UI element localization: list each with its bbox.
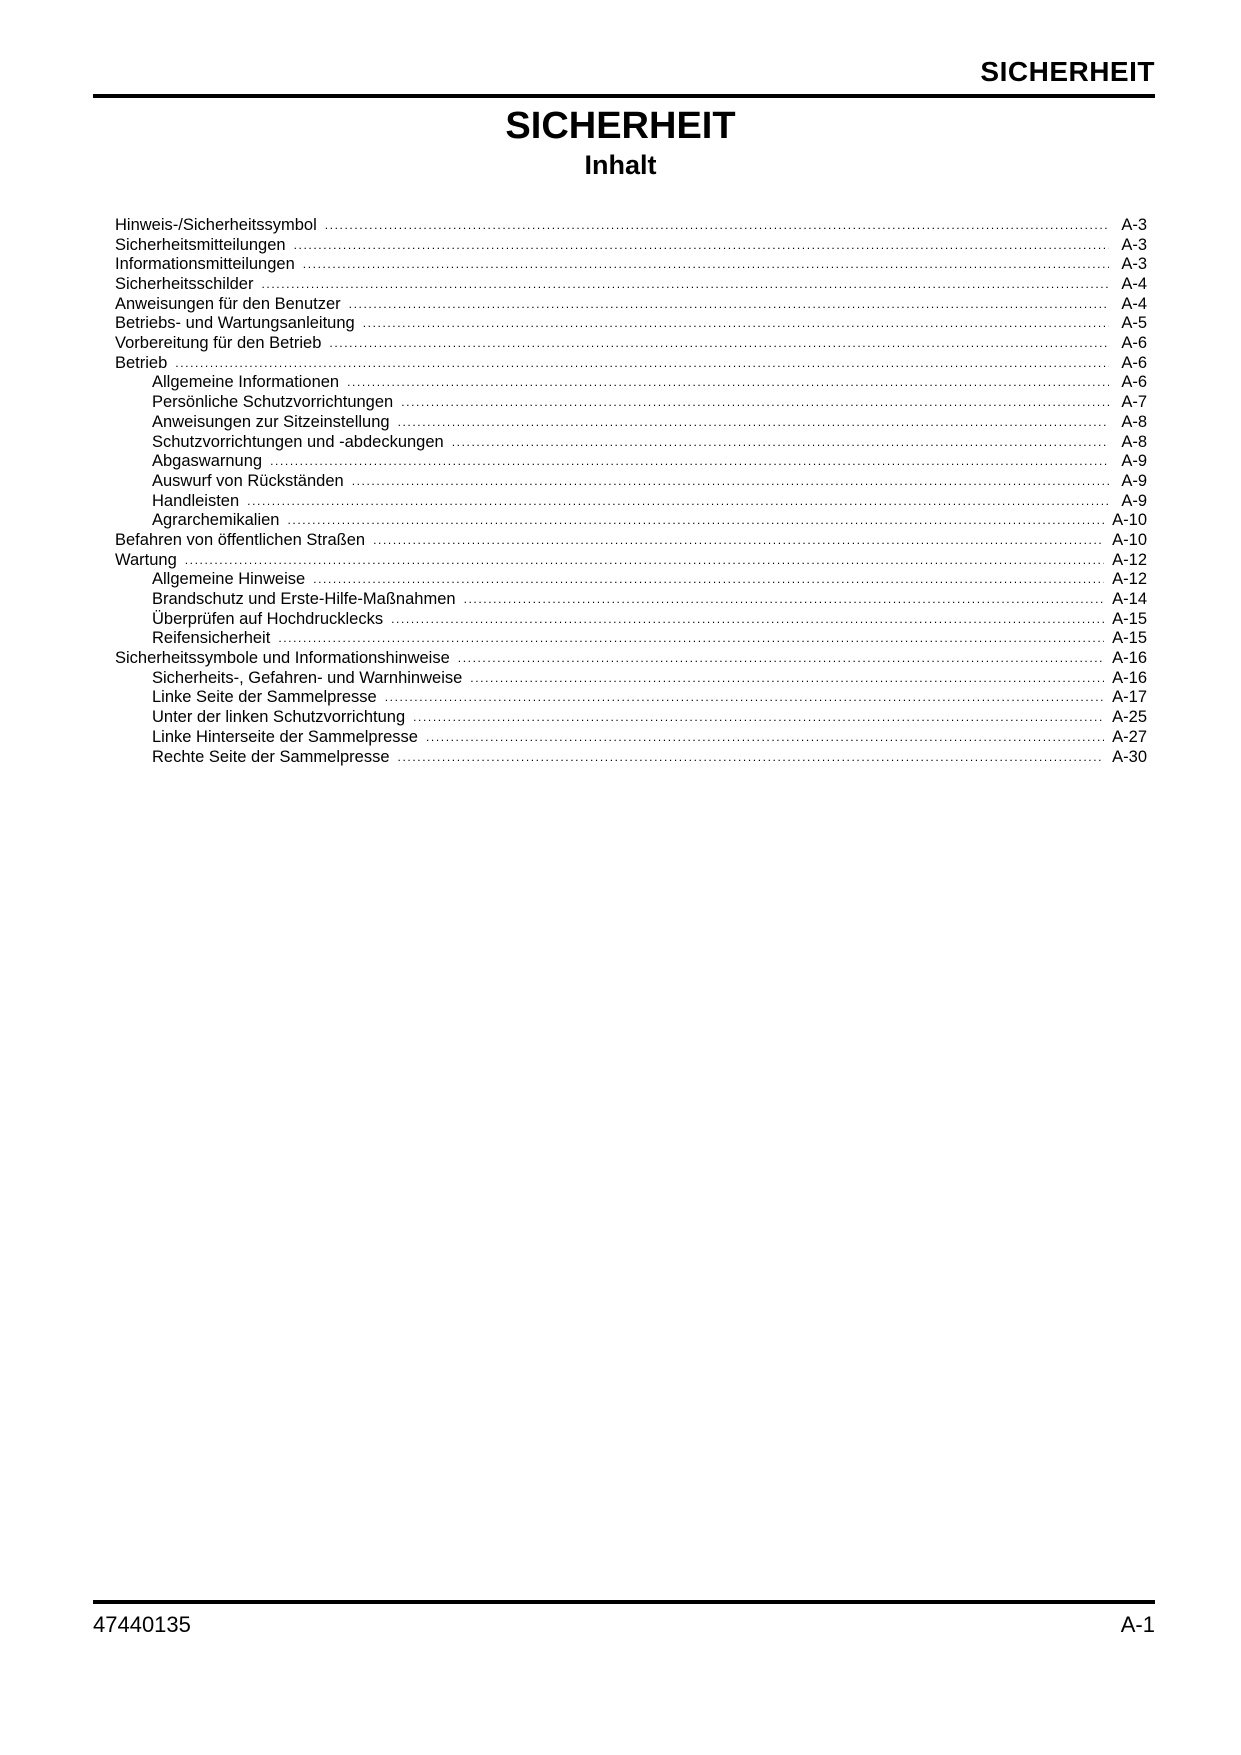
toc-entry-page: A-6 bbox=[1121, 353, 1147, 372]
footer-rule bbox=[93, 1600, 1155, 1604]
toc-entry[interactable] bbox=[115, 748, 1147, 768]
toc-entry-label: Informationsmitteilungen bbox=[115, 255, 295, 274]
toc-entry-page: A-15 bbox=[1112, 609, 1147, 628]
toc-entry-page: A-27 bbox=[1112, 727, 1147, 746]
toc-entry[interactable] bbox=[115, 433, 1147, 453]
toc-dot-leader bbox=[470, 669, 1104, 689]
toc-dot-leader bbox=[247, 492, 1109, 512]
toc-entry-page: A-6 bbox=[1121, 373, 1147, 392]
toc-entry[interactable] bbox=[115, 314, 1147, 334]
toc-entry[interactable] bbox=[115, 472, 1147, 492]
toc-entry-label: Sicherheits-, Gefahren- und Warnhinweise bbox=[152, 668, 463, 687]
toc-dot-leader bbox=[329, 334, 1109, 354]
toc-entry-page: A-25 bbox=[1112, 708, 1147, 727]
toc-dot-leader bbox=[426, 728, 1104, 748]
toc-entry[interactable] bbox=[115, 295, 1147, 315]
toc-dot-leader bbox=[373, 531, 1104, 551]
page-title: SICHERHEIT bbox=[505, 105, 736, 147]
toc-entry-label: Rechte Seite der Sammelpresse bbox=[152, 747, 390, 766]
toc-entry-page: A-30 bbox=[1112, 747, 1147, 766]
toc-dot-leader bbox=[325, 216, 1109, 236]
toc-dot-leader bbox=[452, 433, 1109, 453]
toc-entry-page: A-9 bbox=[1121, 452, 1147, 471]
toc-dot-leader bbox=[458, 649, 1104, 669]
toc-dot-leader bbox=[391, 610, 1104, 630]
toc-entry-label: Brandschutz und Erste-Hilfe-Maßnahmen bbox=[152, 590, 456, 609]
toc-entry[interactable] bbox=[115, 275, 1147, 295]
toc-entry[interactable] bbox=[115, 393, 1147, 413]
toc-entry-label: Anweisungen für den Benutzer bbox=[115, 294, 341, 313]
toc-entry-label: Vorbereitung für den Betrieb bbox=[115, 334, 322, 353]
toc-dot-leader bbox=[270, 452, 1109, 472]
toc-entry[interactable] bbox=[115, 689, 1147, 709]
toc-entry[interactable] bbox=[115, 649, 1147, 669]
toc-entry-page: A-16 bbox=[1112, 668, 1147, 687]
table-of-contents bbox=[115, 216, 1147, 767]
toc-entry-page: A-5 bbox=[1121, 314, 1147, 333]
toc-entry[interactable] bbox=[115, 413, 1147, 433]
toc-entry-label: Linke Seite der Sammelpresse bbox=[152, 688, 377, 707]
toc-entry-page: A-8 bbox=[1121, 432, 1147, 451]
toc-entry-label: Befahren von öffentlichen Straßen bbox=[115, 530, 366, 549]
toc-entry[interactable] bbox=[115, 374, 1147, 394]
toc-entry-label: Persönliche Schutzvorrichtungen bbox=[152, 393, 394, 412]
toc-entry-label: Handleisten bbox=[152, 491, 240, 510]
toc-entry[interactable] bbox=[115, 629, 1147, 649]
toc-dot-leader bbox=[464, 590, 1105, 610]
toc-entry-label: Unter der linken Schutzvorrichtung bbox=[152, 708, 406, 727]
toc-entry-label: Allgemeine Hinweise bbox=[152, 570, 306, 589]
toc-entry-page: A-4 bbox=[1121, 275, 1147, 294]
toc-entry[interactable] bbox=[115, 708, 1147, 728]
toc-entry-page: A-12 bbox=[1112, 570, 1147, 589]
toc-dot-leader bbox=[303, 255, 1109, 275]
toc-entry[interactable] bbox=[115, 334, 1147, 354]
toc-entry[interactable] bbox=[115, 511, 1147, 531]
toc-entry-page: A-16 bbox=[1112, 649, 1147, 668]
toc-entry-label: Agrarchemikalien bbox=[152, 511, 280, 530]
toc-dot-leader bbox=[352, 472, 1109, 492]
toc-entry-page: A-9 bbox=[1121, 471, 1147, 490]
toc-entry[interactable] bbox=[115, 570, 1147, 590]
toc-entry-label: Allgemeine Informationen bbox=[152, 373, 340, 392]
toc-entry-page: A-14 bbox=[1112, 590, 1147, 609]
toc-dot-leader bbox=[261, 275, 1109, 295]
toc-entry-label: Reifensicherheit bbox=[152, 629, 271, 648]
toc-entry-page: A-10 bbox=[1112, 511, 1147, 530]
toc-dot-leader bbox=[398, 413, 1109, 433]
toc-entry-page: A-4 bbox=[1121, 294, 1147, 313]
header-rule bbox=[93, 94, 1155, 98]
toc-entry-page: A-3 bbox=[1121, 235, 1147, 254]
toc-dot-leader bbox=[185, 551, 1104, 571]
page-subtitle: Inhalt bbox=[584, 150, 657, 180]
toc-dot-leader bbox=[401, 393, 1109, 413]
toc-entry-page: A-7 bbox=[1121, 393, 1147, 412]
toc-entry[interactable] bbox=[115, 354, 1147, 374]
toc-entry-label: Wartung bbox=[115, 550, 177, 569]
toc-dot-leader bbox=[363, 314, 1109, 334]
toc-entry[interactable] bbox=[115, 255, 1147, 275]
toc-dot-leader bbox=[413, 708, 1104, 728]
running-header: SICHERHEIT bbox=[980, 56, 1155, 87]
toc-dot-leader bbox=[175, 354, 1109, 374]
toc-entry-label: Abgaswarnung bbox=[152, 452, 263, 471]
toc-entry[interactable] bbox=[115, 551, 1147, 571]
toc-entry-label: Schutzvorrichtungen und -abdeckungen bbox=[152, 432, 444, 451]
toc-entry-page: A-10 bbox=[1112, 530, 1147, 549]
toc-entry[interactable] bbox=[115, 728, 1147, 748]
toc-entry-label: Überprüfen auf Hochdrucklecks bbox=[152, 609, 384, 628]
toc-entry-label: Anweisungen zur Sitzeinstellung bbox=[152, 412, 390, 431]
toc-entry-page: A-3 bbox=[1121, 255, 1147, 274]
toc-entry[interactable] bbox=[115, 452, 1147, 472]
toc-entry-label: Sicherheitssymbole und Informationshinweise bbox=[115, 649, 450, 668]
toc-dot-leader bbox=[294, 236, 1109, 256]
toc-entry-page: A-6 bbox=[1121, 334, 1147, 353]
toc-entry-page: A-12 bbox=[1112, 550, 1147, 569]
toc-entry[interactable] bbox=[115, 590, 1147, 610]
toc-entry-label: Sicherheitsmitteilungen bbox=[115, 235, 286, 254]
toc-entry-page: A-8 bbox=[1121, 412, 1147, 431]
toc-entry[interactable] bbox=[115, 492, 1147, 512]
toc-entry-page: A-9 bbox=[1121, 491, 1147, 510]
toc-entry[interactable] bbox=[115, 669, 1147, 689]
toc-dot-leader bbox=[287, 511, 1104, 531]
toc-entry-label: Betrieb bbox=[115, 353, 168, 372]
document-number: 47440135 bbox=[93, 1612, 191, 1637]
toc-entry-label: Sicherheitsschilder bbox=[115, 275, 254, 294]
toc-entry[interactable] bbox=[115, 236, 1147, 256]
toc-entry-label: Hinweis-/Sicherheitssymbol bbox=[115, 215, 317, 234]
toc-dot-leader bbox=[347, 373, 1109, 393]
toc-entry-label: Betriebs- und Wartungsanleitung bbox=[115, 314, 355, 333]
toc-entry[interactable] bbox=[115, 610, 1147, 630]
toc-dot-leader bbox=[385, 688, 1104, 708]
toc-dot-leader bbox=[398, 748, 1105, 768]
toc-entry-page: A-15 bbox=[1112, 629, 1147, 648]
toc-dot-leader bbox=[313, 570, 1104, 590]
toc-entry[interactable] bbox=[115, 531, 1147, 551]
page-number: A-1 bbox=[1120, 1612, 1155, 1637]
toc-dot-leader bbox=[349, 295, 1109, 315]
toc-entry-label: Auswurf von Rückständen bbox=[152, 471, 344, 490]
toc-dot-leader bbox=[278, 629, 1104, 649]
toc-entry-page: A-3 bbox=[1121, 215, 1147, 234]
toc-entry-label: Linke Hinterseite der Sammelpresse bbox=[152, 727, 418, 746]
toc-entry[interactable] bbox=[115, 216, 1147, 236]
toc-entry-page: A-17 bbox=[1112, 688, 1147, 707]
